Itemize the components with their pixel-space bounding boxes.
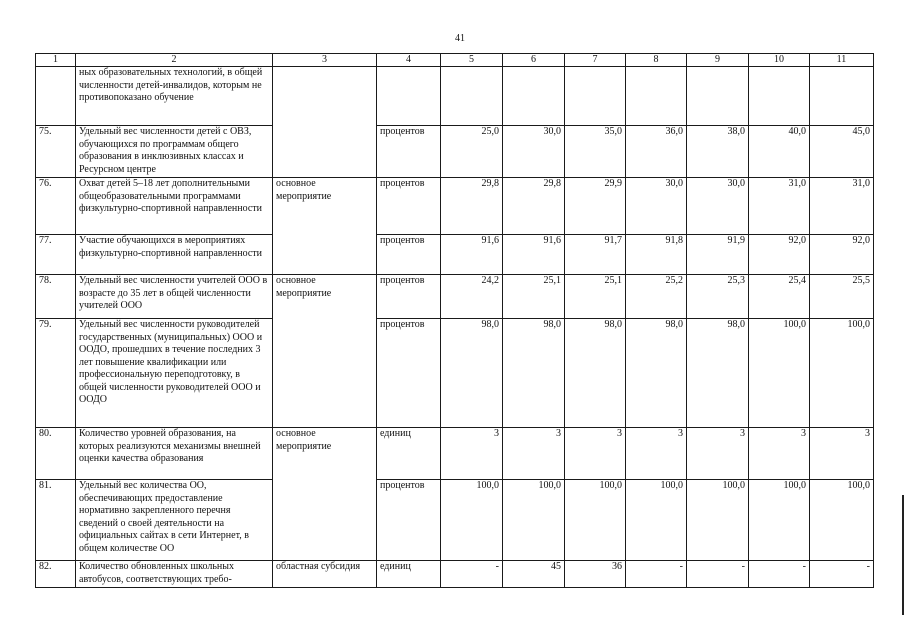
value-cell	[565, 67, 626, 126]
value-cell: 98,0	[626, 319, 687, 428]
unit-cell: процентов	[377, 126, 441, 178]
value-cell: 31,0	[810, 178, 874, 235]
indicator-name: Удельный вес численности учителей ООО в возрасте до 35 лет в общей численности учителей ООО	[76, 275, 273, 319]
table-row	[36, 275, 874, 319]
value-cell: 30,0	[687, 178, 749, 235]
value-cell: 29,8	[503, 178, 565, 235]
scan-edge-mark	[902, 495, 904, 615]
value-cell: 98,0	[687, 319, 749, 428]
value-cell: 92,0	[749, 235, 810, 275]
row-number: 76.	[36, 178, 76, 235]
value-cell: 36	[565, 561, 626, 588]
value-cell: 29,9	[565, 178, 626, 235]
header-cell: 3	[273, 54, 377, 67]
value-cell: 100,0	[749, 480, 810, 561]
value-cell: 25,2	[626, 275, 687, 319]
header-cell: 2	[76, 54, 273, 67]
value-cell: 40,0	[749, 126, 810, 178]
value-cell: 25,3	[687, 275, 749, 319]
value-cell: 3	[503, 428, 565, 480]
value-cell: 3	[565, 428, 626, 480]
value-cell: 91,8	[626, 235, 687, 275]
header-cell: 1	[36, 54, 76, 67]
indicator-name: ных образовательных технологий, в общей численности детей-инвалидов, которым не противопоказано обучение	[76, 67, 273, 126]
value-cell: 3	[626, 428, 687, 480]
value-cell: 98,0	[503, 319, 565, 428]
table-row	[36, 561, 874, 588]
value-cell: 25,5	[810, 275, 874, 319]
value-cell: 100,0	[687, 480, 749, 561]
table-row	[36, 126, 874, 178]
value-cell: 100,0	[810, 480, 874, 561]
unit-cell: процентов	[377, 235, 441, 275]
value-cell	[626, 67, 687, 126]
value-cell: 3	[441, 428, 503, 480]
value-cell: -	[626, 561, 687, 588]
value-cell: -	[441, 561, 503, 588]
value-cell: 25,4	[749, 275, 810, 319]
value-cell: 25,1	[565, 275, 626, 319]
event-type: основное мероприятие	[273, 275, 377, 428]
row-number: 75.	[36, 126, 76, 178]
value-cell: 100,0	[565, 480, 626, 561]
event-type: основное мероприятие	[273, 178, 377, 275]
value-cell: 91,7	[565, 235, 626, 275]
value-cell: 100,0	[626, 480, 687, 561]
value-cell: 31,0	[749, 178, 810, 235]
value-cell: 100,0	[749, 319, 810, 428]
row-number: 80.	[36, 428, 76, 480]
value-cell	[810, 67, 874, 126]
table-row	[36, 67, 874, 126]
row-number: 77.	[36, 235, 76, 275]
table-row	[36, 319, 874, 428]
event-type: основное мероприятие	[273, 428, 377, 561]
indicator-name: Удельный вес численности детей с ОВЗ, обучающихся по программам общего образования в инклюзивных классах и Ресурсном центре	[76, 126, 273, 178]
row-number: 79.	[36, 319, 76, 428]
value-cell: 24,2	[441, 275, 503, 319]
unit-cell: единиц	[377, 428, 441, 480]
header-cell: 10	[749, 54, 810, 67]
unit-cell: процентов	[377, 178, 441, 235]
event-type: областная субсидия	[273, 561, 377, 588]
value-cell: 100,0	[441, 480, 503, 561]
header-cell: 5	[441, 54, 503, 67]
unit-cell	[377, 67, 441, 126]
value-cell: 45,0	[810, 126, 874, 178]
indicator-name: Количество обновленных школьных автобусов, соответствующих требо-	[76, 561, 273, 588]
value-cell: 100,0	[810, 319, 874, 428]
unit-cell: единиц	[377, 561, 441, 588]
indicator-name: Удельный вес численности руководителей государственных (муниципальных) ООО и ООДО, прошедших в течение последних 3 лет повышение квалификации или профессиональную переподготовку, в общей численности руководителей ООО и ООДО	[76, 319, 273, 428]
table-row	[36, 235, 874, 275]
page-number: 41	[455, 33, 465, 44]
value-cell: 30,0	[503, 126, 565, 178]
indicator-name: Удельный вес количества ОО, обеспечивающих предоставление нормативно закрепленного перечня сведений о своей деятельности на официальных сайтах в сети Интернет, в общем количестве ОО	[76, 480, 273, 561]
value-cell	[503, 67, 565, 126]
table-row	[36, 428, 874, 480]
header-cell: 6	[503, 54, 565, 67]
row-number: 78.	[36, 275, 76, 319]
value-cell: -	[687, 561, 749, 588]
indicator-name: Охват детей 5–18 лет дополнительными общеобразовательными программами физкультурно-спортивной направленности	[76, 178, 273, 235]
table-row	[36, 178, 874, 235]
value-cell	[441, 67, 503, 126]
row-number	[36, 67, 76, 126]
value-cell: 98,0	[441, 319, 503, 428]
value-cell: 45	[503, 561, 565, 588]
value-cell: 3	[810, 428, 874, 480]
event-type	[273, 67, 377, 178]
indicators-table	[35, 53, 874, 588]
value-cell: 91,6	[441, 235, 503, 275]
value-cell: 36,0	[626, 126, 687, 178]
unit-cell: процентов	[377, 480, 441, 561]
value-cell	[687, 67, 749, 126]
value-cell: 29,8	[441, 178, 503, 235]
value-cell	[749, 67, 810, 126]
value-cell: -	[749, 561, 810, 588]
table-row	[36, 480, 874, 561]
value-cell: 35,0	[565, 126, 626, 178]
indicator-name: Участие обучающихся в мероприятиях физкультурно-спортивной направленности	[76, 235, 273, 275]
value-cell: 91,9	[687, 235, 749, 275]
unit-cell: процентов	[377, 275, 441, 319]
header-cell: 9	[687, 54, 749, 67]
header-cell: 11	[810, 54, 874, 67]
header-cell: 4	[377, 54, 441, 67]
value-cell: 3	[687, 428, 749, 480]
row-number: 82.	[36, 561, 76, 588]
value-cell: 98,0	[565, 319, 626, 428]
indicator-name: Количество уровней образования, на которых реализуются механизмы внешней оценки качества образования	[76, 428, 273, 480]
value-cell: 91,6	[503, 235, 565, 275]
header-cell: 7	[565, 54, 626, 67]
value-cell: -	[810, 561, 874, 588]
header-row	[36, 54, 874, 67]
unit-cell: процентов	[377, 319, 441, 428]
value-cell: 100,0	[503, 480, 565, 561]
value-cell: 38,0	[687, 126, 749, 178]
value-cell: 25,1	[503, 275, 565, 319]
value-cell: 25,0	[441, 126, 503, 178]
header-cell: 8	[626, 54, 687, 67]
value-cell: 3	[749, 428, 810, 480]
value-cell: 30,0	[626, 178, 687, 235]
value-cell: 92,0	[810, 235, 874, 275]
row-number: 81.	[36, 480, 76, 561]
